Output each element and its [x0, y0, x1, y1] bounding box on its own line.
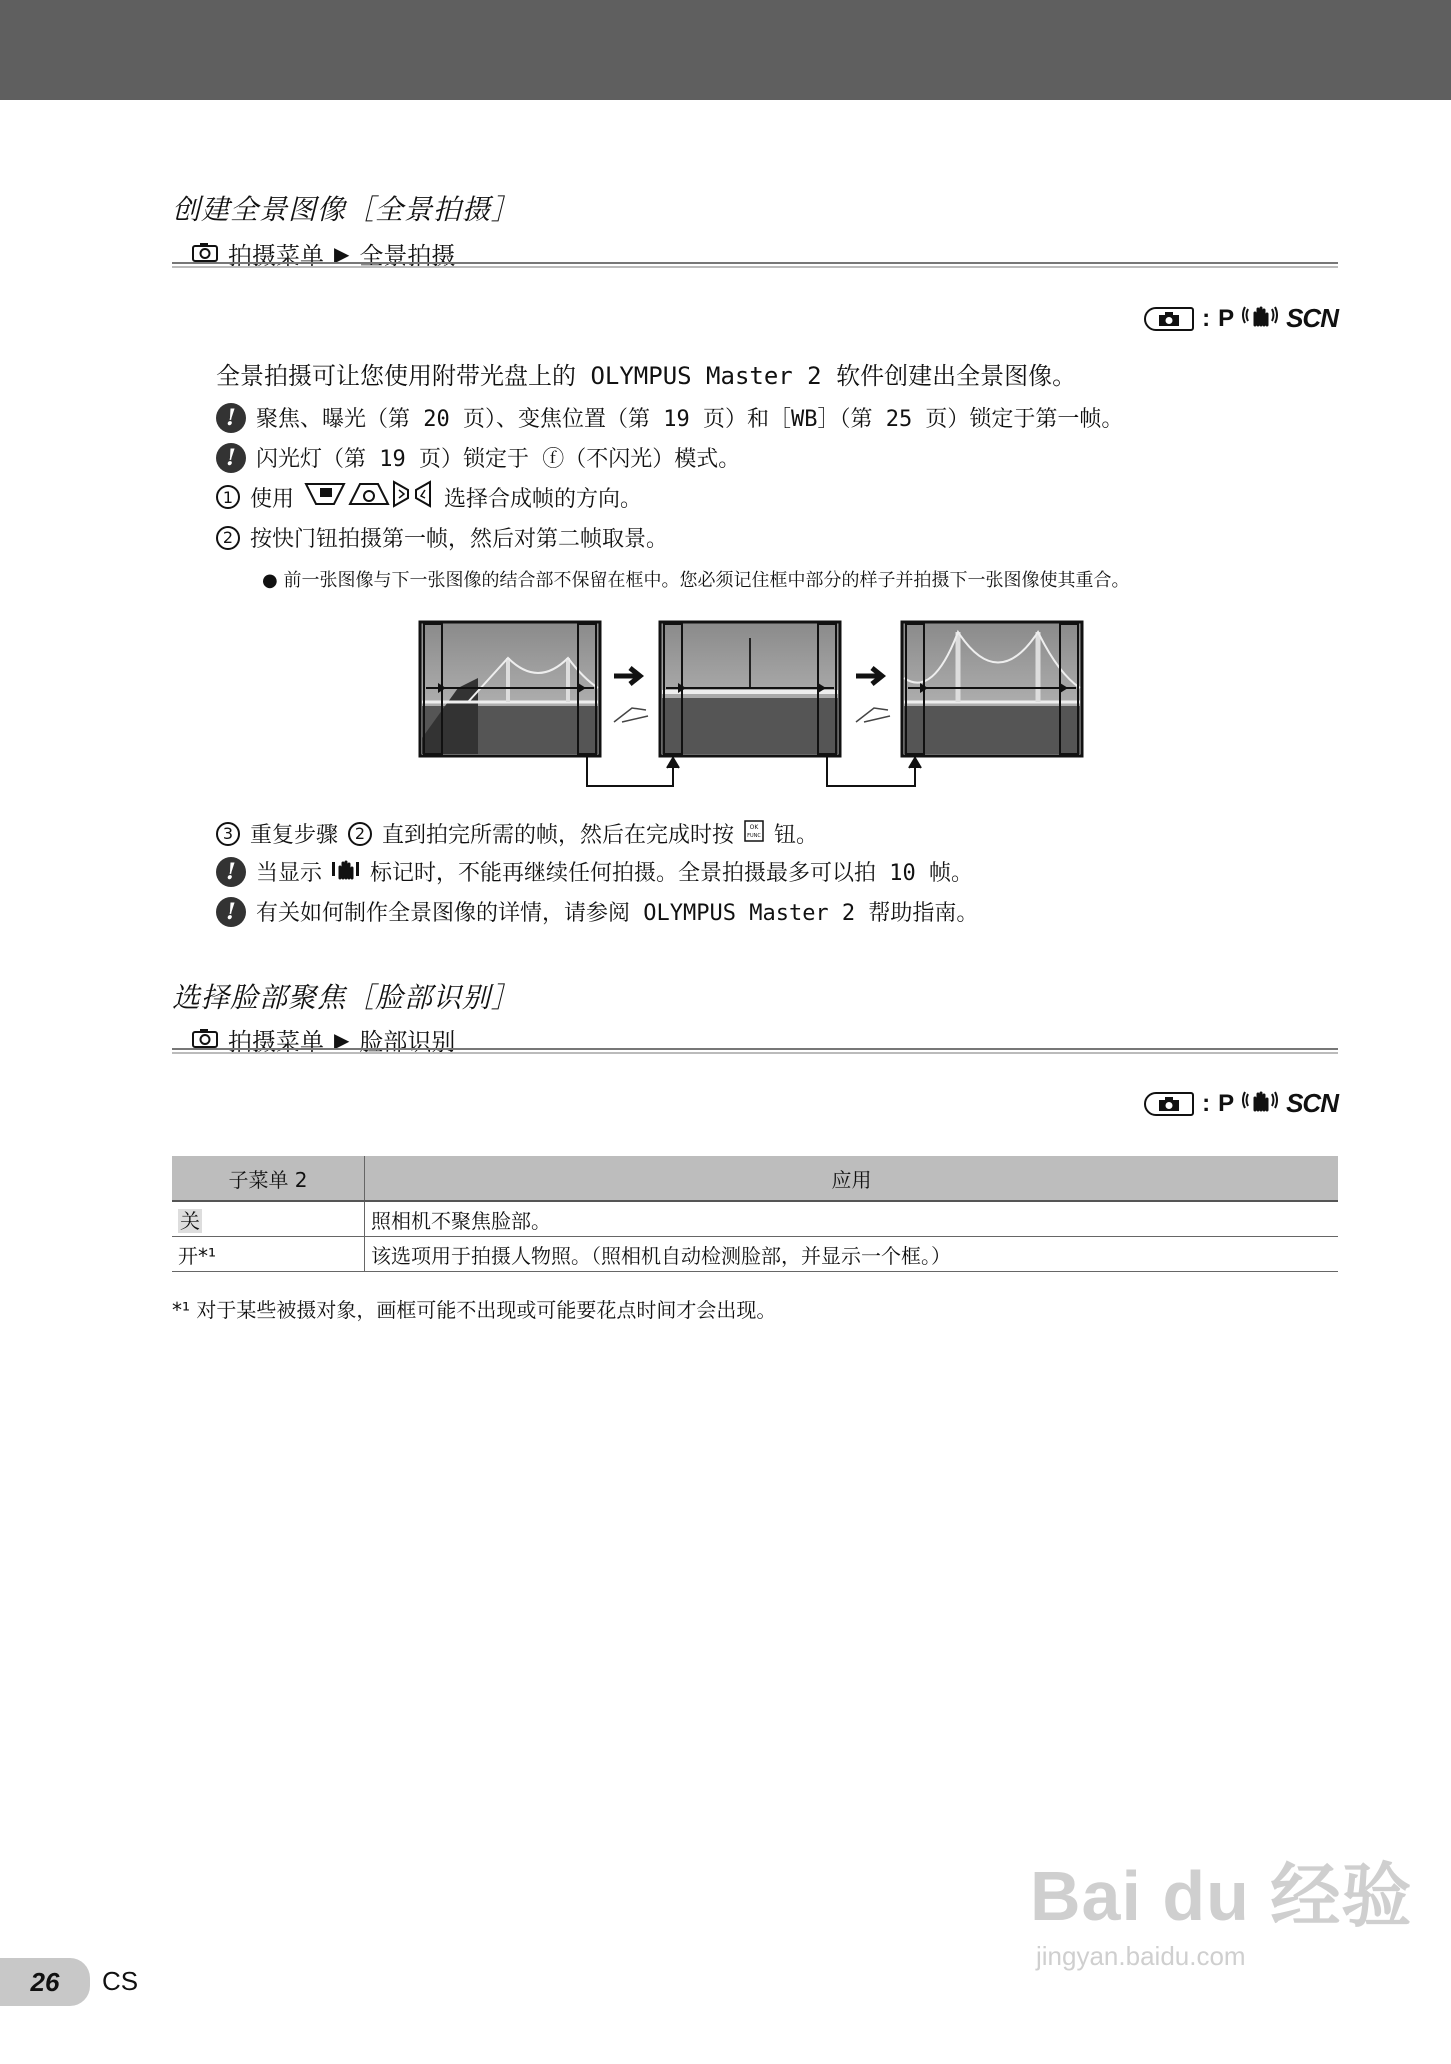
panorama-frame-1 — [420, 622, 600, 756]
note-text-a: 当显示 — [256, 861, 323, 886]
top-header-bar — [0, 0, 1451, 100]
step-1-suffix: 选择合成帧的方向。 — [444, 486, 643, 512]
mode-p: P — [1218, 1089, 1235, 1117]
svg-text:FUNC: FUNC — [747, 832, 761, 839]
section-title-face-detect: 选择脸部聚焦［脸部识别］ — [172, 981, 521, 1014]
camera-mode-icon — [1144, 307, 1194, 331]
note-text-b: 标记时，不能再继续任何拍摄。全景拍摄最多可以拍 10 帧。 — [370, 861, 973, 886]
page-language: CS — [102, 1966, 139, 1996]
bullet-text: 前一张图像与下一张图像的结合部不保留在框中。您必须记住框中部分的样子并拍摄下一张图像使其重合。 — [283, 570, 1130, 591]
mode-separator: : — [1202, 1089, 1211, 1117]
ok-func-button-icon — [744, 820, 764, 848]
table-header-submenu: 子菜单 2 — [172, 1156, 365, 1201]
warning-icon: ! — [216, 403, 246, 433]
direction-buttons-icon — [304, 480, 434, 514]
step-3-text-b: 直到拍完所需的帧，然后在完成时按 — [382, 823, 735, 848]
intro-text-content: 全景拍摄可让您使用附带光盘上的 OLYMPUS Master 2 软件创建出全景图像。 — [216, 362, 1077, 390]
step-1 — [216, 480, 642, 514]
breadcrumb-menu: 拍摄菜单 — [228, 1028, 324, 1056]
mode-p: P — [1218, 304, 1235, 332]
svg-text:OK: OK — [749, 823, 759, 831]
note-flash-lock — [216, 442, 740, 473]
step-number-2: 2 — [216, 526, 240, 550]
step-2 — [216, 522, 668, 553]
table-cell-description: 该选项用于拍摄人物照。（照相机自动检测脸部，并显示一个框。） — [365, 1237, 1339, 1272]
table-row — [172, 1201, 1338, 1237]
overlap-connector — [587, 756, 921, 786]
panorama-frame-3 — [902, 622, 1082, 756]
mode-separator: : — [1202, 304, 1211, 332]
camera-shake-warning-icon — [332, 858, 360, 886]
table-cell-option: 开*¹ — [172, 1237, 365, 1272]
warning-icon: ! — [216, 897, 246, 927]
intro-text — [216, 356, 1076, 391]
warning-icon: ! — [216, 443, 246, 473]
step-3 — [216, 818, 818, 849]
triangle-right-icon: ▶ — [334, 1027, 350, 1052]
baidu-watermark — [1030, 1840, 1412, 1972]
shooting-modes — [1144, 303, 1338, 334]
note-focus-lock — [216, 402, 1123, 433]
table-cell-description: 照相机不聚焦脸部。 — [365, 1201, 1339, 1237]
step-3-text-c: 钮。 — [774, 823, 819, 848]
note-max-frames — [216, 856, 973, 887]
note-text: 有关如何制作全景图像的详情，请参阅 OLYMPUS Master 2 帮助指南。 — [256, 901, 979, 926]
note-text: 聚焦、曝光（第 20 页）、变焦位置（第 19 页）和［WB］（第 25 页）锁定于第一帧。 — [256, 407, 1124, 432]
panorama-diagram — [418, 618, 1084, 790]
table-header-row — [172, 1156, 1338, 1201]
watermark-url: jingyan.baidu.com — [1036, 1941, 1246, 1971]
panorama-frame-2 — [660, 622, 840, 756]
step-3-text-a: 重复步骤 — [250, 823, 339, 848]
triangle-right-icon: ▶ — [334, 241, 350, 266]
note-text: 闪光灯（第 19 页）锁定于 ⓕ（不闪光）模式。 — [256, 447, 741, 472]
note-help-guide — [216, 896, 978, 927]
watermark-logo: Bai du 经验 — [1030, 1857, 1413, 1935]
page-number: 26 — [0, 1958, 90, 2006]
warning-icon: ! — [216, 857, 246, 887]
section-divider — [172, 1048, 1338, 1054]
breadcrumb-menu: 拍摄菜单 — [228, 242, 324, 270]
table-row — [172, 1237, 1338, 1272]
table-header-application: 应用 — [365, 1156, 1339, 1201]
section-divider — [172, 262, 1338, 268]
breadcrumb-item: 脸部识别 — [359, 1028, 456, 1056]
bullet-note — [262, 566, 1129, 592]
mode-scn: SCN — [1286, 1088, 1338, 1118]
step-number-2-ref: 2 — [348, 822, 372, 846]
step-number-1: 1 — [216, 485, 240, 509]
table-cell-option — [172, 1201, 365, 1237]
bullet-icon: ● — [262, 570, 278, 591]
breadcrumb-item: 全景拍摄 — [359, 242, 456, 270]
shooting-modes — [1144, 1088, 1338, 1119]
mode-scn: SCN — [1286, 303, 1338, 333]
step-2-text: 按快门钮拍摄第一帧，然后对第二帧取景。 — [250, 527, 669, 552]
camera-mode-icon — [1144, 1092, 1194, 1116]
digital-image-stabilization-icon — [1242, 1088, 1278, 1119]
step-number-3: 3 — [216, 822, 240, 846]
step-1-prefix: 使用 — [250, 486, 295, 512]
option-off-label: 关 — [180, 1208, 200, 1233]
submenu-table — [172, 1156, 1338, 1272]
footnote: *¹ 对于某些被摄对象，画框可能不出现或可能要花点时间才会出现。 — [172, 1298, 777, 1322]
section-title-panorama: 创建全景图像［全景拍摄］ — [172, 193, 521, 226]
digital-image-stabilization-icon — [1242, 303, 1278, 334]
